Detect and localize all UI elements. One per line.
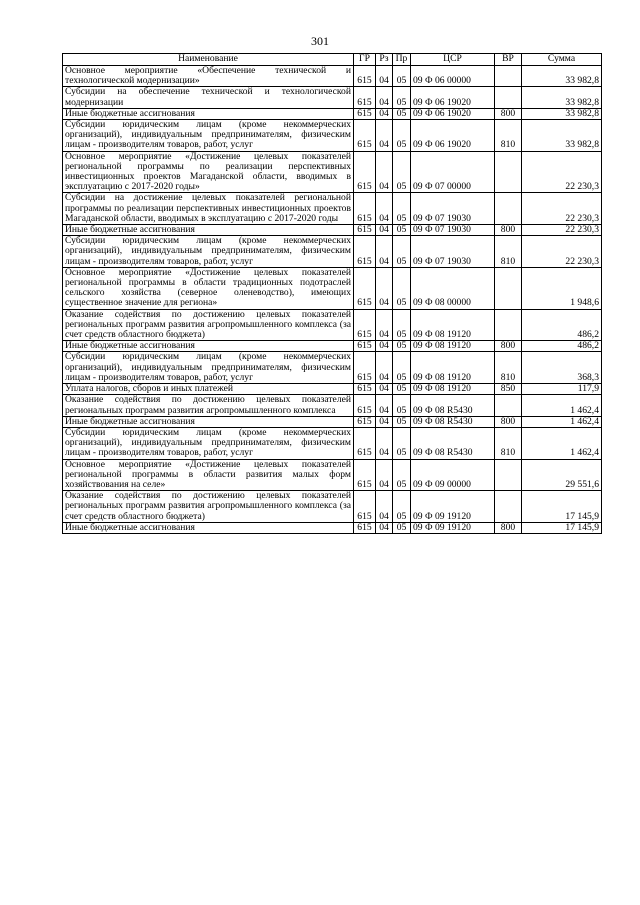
cell-gr: 615	[354, 267, 376, 309]
table-row	[63, 416, 602, 427]
cell-sum: 22 230,3	[522, 151, 602, 193]
cell-pr: 05	[393, 459, 411, 491]
cell-rz: 04	[376, 236, 393, 268]
cell-vr: 810	[495, 236, 522, 268]
cell-name: Иные бюджетные ассигнования	[63, 341, 354, 352]
cell-sum: 117,9	[522, 384, 602, 395]
cell-pr: 05	[393, 108, 411, 119]
cell-vr: 810	[495, 427, 522, 459]
cell-csr: 09 Ф 08 19120	[411, 352, 495, 384]
cell-sum: 1 462,4	[522, 416, 602, 427]
cell-pr: 05	[393, 416, 411, 427]
table-row	[63, 459, 602, 491]
header-sum: Сумма	[522, 54, 602, 66]
cell-rz: 04	[376, 459, 393, 491]
cell-gr: 615	[354, 352, 376, 384]
cell-pr: 05	[393, 522, 411, 533]
cell-rz: 04	[376, 151, 393, 193]
cell-rz: 04	[376, 395, 393, 416]
cell-csr: 09 Ф 09 19120	[411, 522, 495, 533]
cell-vr	[495, 267, 522, 309]
cell-vr	[495, 459, 522, 491]
table-row	[63, 225, 602, 236]
table-row	[63, 384, 602, 395]
cell-rz: 04	[376, 491, 393, 523]
cell-rz: 04	[376, 352, 393, 384]
cell-csr: 09 Ф 07 19030	[411, 236, 495, 268]
cell-sum: 486,2	[522, 341, 602, 352]
cell-name: Иные бюджетные ассигнования	[63, 225, 354, 236]
cell-pr: 05	[393, 66, 411, 87]
cell-pr: 05	[393, 384, 411, 395]
budget-table	[62, 53, 602, 534]
cell-csr: 09 Ф 08 R5430	[411, 416, 495, 427]
page-number: 301	[311, 34, 329, 48]
cell-csr: 09 Ф 08 19120	[411, 309, 495, 341]
header-gr: ГР	[354, 54, 376, 66]
table-row	[63, 87, 602, 108]
cell-vr	[495, 66, 522, 87]
cell-gr: 615	[354, 66, 376, 87]
cell-rz: 04	[376, 416, 393, 427]
cell-gr: 615	[354, 427, 376, 459]
cell-csr: 09 Ф 08 00000	[411, 267, 495, 309]
table-row	[63, 395, 602, 416]
cell-name: Субсидии юридическим лицам (кроме некоммерческих организаций), индивидуальным предпринимателям, физическим лицам - производителям товаров, работ, услуг	[63, 120, 354, 152]
table-row	[63, 352, 602, 384]
table-row	[63, 427, 602, 459]
cell-name: Оказание содействия по достижению целевых показателей региональных программ развития агропромышленного комплекса (за счет средств областного бюджета)	[63, 491, 354, 523]
cell-sum: 29 551,6	[522, 459, 602, 491]
cell-vr	[495, 193, 522, 225]
header-name: Наименование	[63, 54, 354, 66]
table-row	[63, 491, 602, 523]
cell-vr	[495, 395, 522, 416]
cell-gr: 615	[354, 120, 376, 152]
cell-sum: 22 230,3	[522, 193, 602, 225]
cell-gr: 615	[354, 309, 376, 341]
table-row	[63, 66, 602, 87]
table-row	[63, 522, 602, 533]
table-row	[63, 151, 602, 193]
cell-gr: 615	[354, 416, 376, 427]
cell-pr: 05	[393, 309, 411, 341]
cell-vr: 810	[495, 352, 522, 384]
cell-vr	[495, 151, 522, 193]
cell-vr	[495, 309, 522, 341]
cell-name: Оказание содействия по достижению целевых показателей региональных программ развития агропромышленного комплекса	[63, 395, 354, 416]
table-row	[63, 108, 602, 119]
cell-name: Основное мероприятие «Достижение целевых показателей региональной программы по реализации перспективных инвестиционных проектов Магаданской области, вводимых в эксплуатацию с 2017-2020 годы»	[63, 151, 354, 193]
cell-pr: 05	[393, 151, 411, 193]
cell-csr: 09 Ф 09 00000	[411, 459, 495, 491]
cell-name: Основное мероприятие «Достижение целевых показателей региональной программы в области развития малых форм хозяйствования на селе»	[63, 459, 354, 491]
cell-vr: 800	[495, 522, 522, 533]
cell-sum: 1 462,4	[522, 427, 602, 459]
table-header-row	[63, 54, 602, 66]
cell-rz: 04	[376, 108, 393, 119]
table-row	[63, 193, 602, 225]
cell-gr: 615	[354, 491, 376, 523]
cell-rz: 04	[376, 384, 393, 395]
cell-sum: 486,2	[522, 309, 602, 341]
cell-name: Иные бюджетные ассигнования	[63, 522, 354, 533]
cell-sum: 17 145,9	[522, 491, 602, 523]
cell-rz: 04	[376, 87, 393, 108]
cell-gr: 615	[354, 151, 376, 193]
cell-sum: 33 982,8	[522, 87, 602, 108]
cell-sum: 33 982,8	[522, 66, 602, 87]
table-row	[63, 267, 602, 309]
cell-gr: 615	[354, 522, 376, 533]
cell-sum: 1 462,4	[522, 395, 602, 416]
table-row	[63, 120, 602, 152]
cell-rz: 04	[376, 341, 393, 352]
header-vr: ВР	[495, 54, 522, 66]
cell-name: Субсидии юридическим лицам (кроме некоммерческих организаций), индивидуальным предпринимателям, физическим лицам - производителям товаров, работ, услуг	[63, 427, 354, 459]
cell-rz: 04	[376, 66, 393, 87]
cell-name: Субсидии юридическим лицам (кроме некоммерческих организаций), индивидуальным предпринимателям, физическим лицам - производителям товаров, работ, услуг	[63, 352, 354, 384]
cell-gr: 615	[354, 87, 376, 108]
cell-vr: 800	[495, 341, 522, 352]
header-pr: Пр	[393, 54, 411, 66]
cell-vr	[495, 87, 522, 108]
cell-gr: 615	[354, 225, 376, 236]
cell-sum: 368,3	[522, 352, 602, 384]
cell-name: Субсидии на достижение целевых показателей региональной программы по реализации перспективных инвестиционных проектов Магаданской области, вводимых в эксплуатацию с 2017-2020 годы	[63, 193, 354, 225]
cell-name: Основное мероприятие «Обеспечение технической и технологической модернизации»	[63, 66, 354, 87]
cell-pr: 05	[393, 491, 411, 523]
cell-gr: 615	[354, 108, 376, 119]
cell-name: Основное мероприятие «Достижение целевых показателей региональной программы в области традиционных подотраслей сельского хозяйства (северное оленеводство), имеющих существенное значение для региона»	[63, 267, 354, 309]
cell-vr: 850	[495, 384, 522, 395]
cell-pr: 05	[393, 236, 411, 268]
cell-pr: 05	[393, 341, 411, 352]
cell-csr: 09 Ф 08 19120	[411, 384, 495, 395]
cell-name: Субсидии на обеспечение технической и технологической модернизации	[63, 87, 354, 108]
cell-gr: 615	[354, 459, 376, 491]
cell-vr: 800	[495, 416, 522, 427]
cell-csr: 09 Ф 06 19020	[411, 120, 495, 152]
cell-vr: 800	[495, 225, 522, 236]
cell-pr: 05	[393, 193, 411, 225]
cell-csr: 09 Ф 08 R5430	[411, 427, 495, 459]
cell-csr: 09 Ф 07 00000	[411, 151, 495, 193]
cell-name: Субсидии юридическим лицам (кроме некоммерческих организаций), индивидуальным предпринимателям, физическим лицам - производителям товаров, работ, услуг	[63, 236, 354, 268]
table-row	[63, 309, 602, 341]
cell-sum: 33 982,8	[522, 108, 602, 119]
cell-csr: 09 Ф 06 00000	[411, 66, 495, 87]
table-body	[63, 66, 602, 534]
cell-rz: 04	[376, 427, 393, 459]
cell-csr: 09 Ф 09 19120	[411, 491, 495, 523]
cell-sum: 17 145,9	[522, 522, 602, 533]
cell-gr: 615	[354, 193, 376, 225]
cell-csr: 09 Ф 06 19020	[411, 87, 495, 108]
cell-csr: 09 Ф 08 R5430	[411, 395, 495, 416]
cell-rz: 04	[376, 522, 393, 533]
cell-vr: 810	[495, 120, 522, 152]
header-csr: ЦСР	[411, 54, 495, 66]
table-row	[63, 236, 602, 268]
cell-pr: 05	[393, 395, 411, 416]
cell-gr: 615	[354, 395, 376, 416]
cell-vr: 800	[495, 108, 522, 119]
cell-pr: 05	[393, 352, 411, 384]
cell-csr: 09 Ф 07 19030	[411, 225, 495, 236]
cell-name: Оказание содействия по достижению целевых показателей региональных программ развития агропромышленного комплекса (за счет средств областного бюджета)	[63, 309, 354, 341]
cell-rz: 04	[376, 120, 393, 152]
header-rz: Рз	[376, 54, 393, 66]
cell-pr: 05	[393, 87, 411, 108]
cell-pr: 05	[393, 120, 411, 152]
cell-rz: 04	[376, 193, 393, 225]
cell-csr: 09 Ф 08 19120	[411, 341, 495, 352]
cell-gr: 615	[354, 341, 376, 352]
cell-gr: 615	[354, 236, 376, 268]
cell-pr: 05	[393, 427, 411, 459]
cell-vr	[495, 491, 522, 523]
cell-rz: 04	[376, 309, 393, 341]
cell-sum: 1 948,6	[522, 267, 602, 309]
cell-name: Иные бюджетные ассигнования	[63, 416, 354, 427]
cell-sum: 33 982,8	[522, 120, 602, 152]
cell-sum: 22 230,3	[522, 236, 602, 268]
cell-csr: 09 Ф 06 19020	[411, 108, 495, 119]
cell-csr: 09 Ф 07 19030	[411, 193, 495, 225]
cell-rz: 04	[376, 267, 393, 309]
cell-name: Иные бюджетные ассигнования	[63, 108, 354, 119]
cell-sum: 22 230,3	[522, 225, 602, 236]
cell-gr: 615	[354, 384, 376, 395]
cell-name: Уплата налогов, сборов и иных платежей	[63, 384, 354, 395]
cell-pr: 05	[393, 267, 411, 309]
cell-pr: 05	[393, 225, 411, 236]
cell-rz: 04	[376, 225, 393, 236]
table-row	[63, 341, 602, 352]
